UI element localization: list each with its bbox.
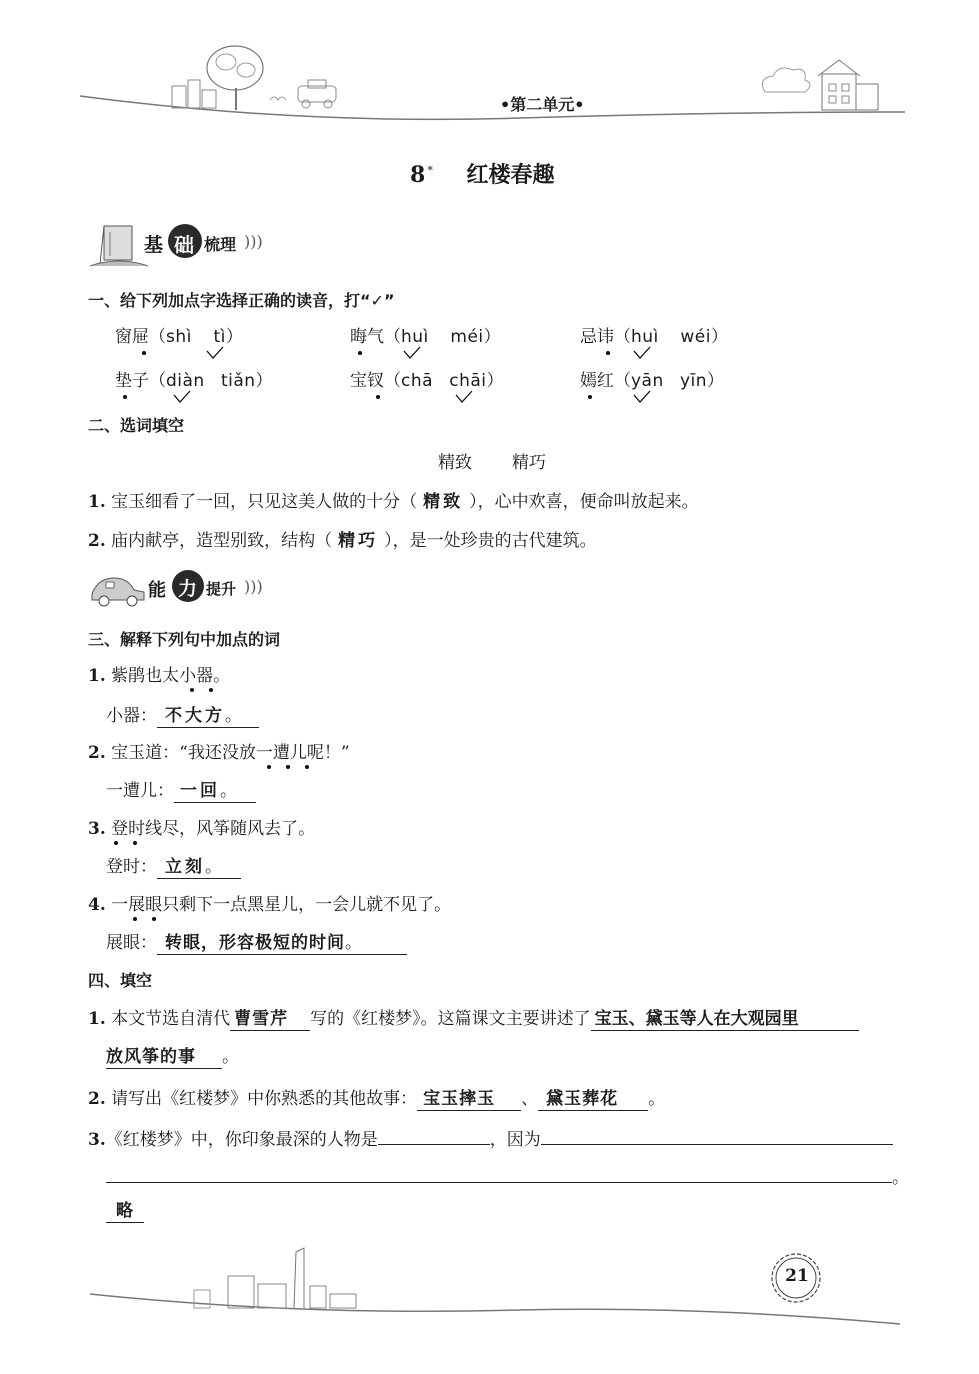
q2-item: 2. 庙内献亭，造型别致，结构（ 精巧 ），是一处珍贵的古代建筑。	[88, 531, 597, 551]
emphasis-dot	[376, 395, 380, 399]
wave-icon: )))	[244, 577, 263, 596]
section-badge-basic	[88, 222, 288, 270]
emphasis-dot	[152, 917, 156, 921]
q3-answer: 一遭儿： 一回。	[106, 780, 256, 803]
check-mark-icon	[206, 346, 224, 360]
q4-item-1-cont: 放风筝的事 。	[106, 1047, 239, 1067]
q3-sentence: 4. 一展眼只剩下一点黑星儿，一会儿就不见了。	[88, 895, 452, 915]
q1-item: 垫子（diàn tiǎn）	[115, 371, 273, 391]
badge-char: 础	[174, 233, 194, 257]
q4-item-2: 2. 请写出《红楼梦》中你熟悉的其他故事： 宝玉摔玉 、 黛玉葬花 。	[88, 1089, 666, 1109]
badge-char: 提升	[206, 580, 237, 598]
q2-heading: 二、选词填空	[88, 416, 185, 435]
lesson-number: 8	[410, 162, 426, 188]
q2-item: 1. 宝玉细看了一回，只见这美人做的十分（ 精致 ），心中欢喜，便命叫放起来。	[88, 492, 699, 512]
page-number: 21	[785, 1266, 809, 1286]
wave-icon: )))	[244, 232, 263, 251]
badge-char: 基	[144, 234, 164, 256]
badge-char: 力	[178, 578, 198, 600]
q1-item: 宝钗（chā chāi）	[350, 371, 504, 391]
footer-decoration	[0, 1240, 979, 1340]
check-mark-icon	[173, 390, 191, 404]
lesson-title	[410, 158, 555, 189]
q1-heading: 一、给下列加点字选择正确的读音，打“✓”	[88, 291, 395, 310]
check-icon: ✓	[370, 291, 384, 310]
emphasis-dot	[133, 917, 137, 921]
q1-item: 嫣红（yān yīn）	[580, 371, 725, 391]
emphasis-dot	[133, 841, 137, 845]
q3-answer: 展眼： 转眼，形容极短的时间。	[106, 932, 407, 955]
q3-sentence: 2. 宝玉道：“我还没放一遭儿呢！”	[88, 743, 350, 763]
q4-item-3-answer: 略	[106, 1200, 144, 1223]
q4-item-3: 3.《红楼梦》中，你印象最深的人物是 ，因为	[88, 1126, 893, 1151]
lesson-name: 红楼春趣	[466, 162, 555, 188]
check-mark-icon	[403, 346, 421, 360]
q3-sentence: 1. 紫鹃也太小器。	[88, 666, 231, 686]
emphasis-dot	[588, 395, 592, 399]
emphasis-dot	[267, 765, 271, 769]
badge-char: 梳理	[204, 235, 237, 254]
emphasis-dot	[606, 351, 610, 355]
q1-item: 晦气（huì méi）	[350, 327, 501, 347]
bullet-icon: •	[574, 95, 585, 114]
car-icon	[88, 570, 148, 608]
q4-item-3-line: 。	[106, 1164, 909, 1189]
badge-char: 能	[148, 580, 166, 601]
emphasis-dot	[358, 351, 362, 355]
lesson-star: *	[427, 163, 433, 177]
unit-label: •第二单元•	[500, 95, 585, 114]
q3-heading: 三、解释下列句中加点的词	[88, 630, 281, 649]
q3-sentence: 3. 登时线尽，风筝随风去了。	[88, 819, 316, 839]
q3-answer: 登时： 立刻。	[106, 856, 241, 879]
emphasis-dot	[114, 841, 118, 845]
emphasis-dot	[190, 688, 194, 692]
emphasis-dot	[209, 688, 213, 692]
emphasis-dot	[123, 395, 127, 399]
q3-answer: 小器： 不大方。	[106, 705, 259, 728]
bullet-icon: •	[500, 95, 511, 114]
q1-item: 窗屉（shì tì）	[115, 327, 243, 347]
header-decoration	[0, 0, 979, 130]
check-mark-icon	[633, 390, 651, 404]
emphasis-dot	[305, 765, 309, 769]
check-mark-icon	[455, 390, 473, 404]
q1-item: 忌讳（huì wéi）	[580, 327, 728, 347]
q4-heading: 四、填空	[88, 971, 153, 990]
section-badge-ability	[88, 566, 288, 610]
check-mark-icon	[633, 346, 651, 360]
emphasis-dot	[286, 765, 290, 769]
emphasis-dot	[142, 351, 146, 355]
q4-item-1: 1. 本文节选自清代 曹雪芹 写的《红楼梦》。这篇课文主要讲述了 宝玉、黛玉等人在大观园里	[88, 1008, 859, 1031]
q2-word-options: 精致 精巧	[438, 453, 546, 473]
